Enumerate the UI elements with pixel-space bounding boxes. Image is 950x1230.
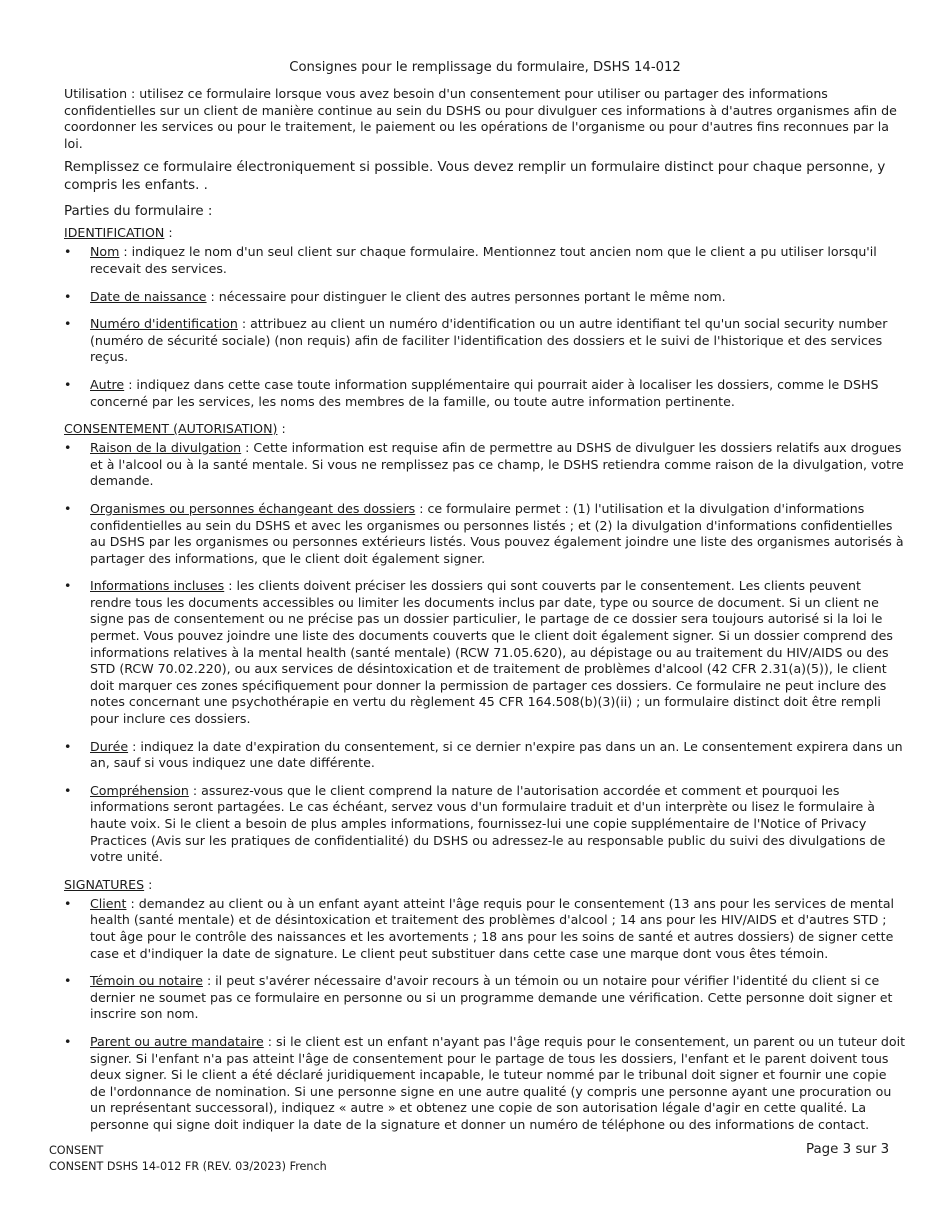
list-item	[64, 244, 906, 277]
list-item	[64, 440, 906, 490]
item-term: Informations incluses	[90, 578, 225, 594]
item-term: Raison de la divulgation	[90, 440, 242, 456]
section-heading-signatures: SIGNATURES :	[64, 876, 153, 892]
bullet-icon: •	[64, 376, 72, 392]
item-term: Parent ou autre mandataire	[90, 1033, 264, 1049]
footer-form-id: CONSENT DSHS 14-012 FR (REV. 03/2023) French	[49, 1159, 327, 1173]
signatures-list	[64, 896, 906, 1134]
item-text: : indiquez le nom d'un seul client sur chaque formulaire. Mentionnez tout ancien nom que le client a pu utiliser lorsqu'il recevait des services.	[90, 244, 877, 276]
section-heading-label: CONSENTEMENT (AUTORISATION)	[64, 421, 278, 437]
section-heading-label: IDENTIFICATION	[64, 225, 165, 241]
item-text: : indiquez la date d'expiration du consentement, si ce dernier n'expire pas dans un an. Le consentement expirera dans un an, sauf si vous indiquez une date différente.	[90, 738, 903, 771]
form-footer	[49, 1143, 327, 1174]
item-text: : indiquez dans cette case toute information supplémentaire qui pourrait aider à localiser les dossiers, comme le DSHS concerné par les services, les noms des membres de la famille, ou toute autre information pertinente.	[90, 376, 879, 409]
list-item	[64, 289, 906, 306]
bullet-icon: •	[64, 440, 72, 456]
list-item	[64, 973, 906, 1023]
footer-form-name: CONSENT	[49, 1144, 104, 1157]
item-term: Numéro d'identification	[90, 316, 238, 332]
item-text: : il peut s'avérer nécessaire d'avoir recours à un témoin ou un notaire pour vérifier l'identité du client si ce dernier ne soumet pas ce formulaire en personne ou si un programme demande une vérification. Cette personne doit signer et inscrire son nom.	[90, 973, 893, 1022]
item-term: Date de naissance	[90, 288, 207, 304]
list-item	[64, 896, 906, 962]
bullet-icon: •	[64, 500, 72, 516]
list-item	[64, 501, 906, 567]
item-text: : les clients doivent préciser les dossiers qui sont couverts par le consentement. Les clients peuvent rendre tous les documents accessibles ou limiter les documents inclus par date, type ou source de document. Si un client ne signe pas de consentement ou ne précise pas un dossier particulier, le partage de ce dossier sera toujours autorisé si la loi le permet. Vous pouvez joindre une liste des documents couverts que le client doit également signer. Si un dossier comprend des informations relatives à la mental health (santé mentale) (RCW 71.05.620), au dépistage ou au traitement du HIV/AIDS ou des STD (RCW 70.02.220), ou aux services de désintoxication et de traitement de problèmes d'alcool (42 CFR 2.31(a)(5)), le client doit marquer ces zones spécifiquement pour donner la permission de partager ces dossiers. Ce formulaire ne peut inclure des notes concernant une psychothérapie en vertu du règlement 45 CFR 164.508(b)(3)(ii) ; un formulaire distinct doit être rempli pour inclure ces dossiers.	[90, 578, 893, 727]
bullet-icon: •	[64, 738, 72, 754]
item-text: : attribuez au client un numéro d'identification ou un autre identifiant tel qu'un social security number (numéro de sécurité sociale) (non requis) afin de faciliter l'identification des dossiers et le suivi de l'historique et des services reçus.	[90, 316, 888, 365]
item-text: : si le client est un enfant n'ayant pas l'âge requis pour le consentement, un parent ou un tuteur doit signer. Si l'enfant n'a pas atteint l'âge de consentement pour le partage de tous les dossiers, l'enfant et le parent doivent tous deux signer. Si le client a été déclaré juridiquement incapable, le tuteur nommé par le tribunal doit signer et fournir une copie de l'ordonnance de nomination. Si une personne signe en une autre qualité (y compris une personne ayant une procuration ou un représentant successoral), indiquez « autre » et obtenez une copie de son autorisation légale d'agir en cette qualité. La personne qui signe doit indiquer la date de la signature et donner un numéro de téléphone ou des informations de contact.	[90, 1033, 906, 1132]
list-item	[64, 783, 906, 866]
bullet-icon: •	[64, 782, 72, 798]
bullet-icon: •	[64, 288, 72, 304]
list-item	[64, 1034, 906, 1134]
consent-list	[64, 440, 906, 866]
bullet-icon: •	[64, 895, 72, 911]
item-term: Nom	[90, 244, 120, 260]
form-parts-heading: Parties du formulaire :	[64, 204, 213, 220]
section-heading-label: SIGNATURES	[64, 876, 145, 892]
item-term: Durée	[90, 738, 129, 754]
fill-instructions-paragraph: Remplissez ce formulaire électroniquement si possible. Vous devez remplir un formulaire distinct pour chaque personne, y compris les enfants. .	[64, 160, 886, 193]
section-heading-consent: CONSENTEMENT (AUTORISATION) :	[64, 421, 286, 437]
item-term: Autre	[90, 376, 125, 392]
page-title: Consignes pour le remplissage du formulaire, DSHS 14-012	[289, 60, 681, 75]
item-text: : demandez au client ou à un enfant ayant atteint l'âge requis pour le consentement (13 ans pour les services de mental health (santé mentale) et de désintoxication et traitement des problèmes d'alcool ; 14 ans pour les HIV/AIDS et d'autres STD ; tout âge pour le contrôle des naissances et les avortements ; 18 ans pour les soins de santé et autres dossiers) de signer cette case et d'indiquer la date de signature. Le client peut substituer dans cette case une marque dont vous êtes témoin.	[90, 895, 895, 961]
item-term: Organismes ou personnes échangeant des dossiers	[90, 500, 416, 516]
item-term: Compréhension	[90, 782, 189, 798]
bullet-icon: •	[64, 973, 72, 989]
page-number: Page 3 sur 3	[806, 1142, 890, 1157]
list-item	[64, 578, 906, 727]
document-page	[64, 60, 906, 1145]
bullet-icon: •	[64, 1033, 72, 1049]
item-text: : Cette information est requise afin de permettre au DSHS de divulguer les dossiers relatifs aux drogues et à l'alcool ou à la santé mentale. Si vous ne remplissez pas ce champ, le DSHS retiendra comme raison de la divulgation, votre demande.	[90, 440, 904, 489]
usage-paragraph: Utilisation : utilisez ce formulaire lorsque vous avez besoin d'un consentement pour utiliser ou partager des informations confidentielles sur un client de manière continue au sein du DSHS ou pour divulguer ces informations à d'autres organismes afin de coordonner les services ou pour le traitement, le paiement ou les opérations de l'organisme ou pour d'autres fins reconnues par la loi.	[64, 86, 897, 151]
identification-list	[64, 244, 906, 410]
item-term: Témoin ou notaire	[90, 973, 203, 989]
list-item	[64, 377, 906, 410]
item-text: : assurez-vous que le client comprend la nature de l'autorisation accordée et comment et pourquoi les informations seront partagées. Le cas échéant, servez vous d'un formulaire traduit et d'un interprète ou lisez le formulaire à haute voix. Si le client a besoin de plus amples informations, fournissez-lui une copie supplémentaire de l'Notice of Privacy Practices (Avis sur les pratiques de confidentialité) du DSHS ou adressez-le au responsable public du suivi des divulgations de votre unité.	[90, 782, 886, 865]
item-term: Client	[90, 895, 127, 911]
bullet-icon: •	[64, 244, 72, 260]
item-text: : nécessaire pour distinguer le client des autres personnes portant le même nom.	[206, 288, 726, 304]
list-item	[64, 316, 906, 366]
bullet-icon: •	[64, 316, 72, 332]
bullet-icon: •	[64, 578, 72, 594]
item-text: : ce formulaire permet : (1) l'utilisation et la divulgation d'informations confidentielles au sein du DSHS et avec les organismes ou personnes listés ; et (2) la divulgation d'informations confidentielles au DSHS par les organismes ou personnes extérieurs listés. Vous pouvez également joindre une liste des organismes autorisés à partager des informations, que le client doit également signer.	[90, 500, 904, 566]
section-heading-identification: IDENTIFICATION :	[64, 225, 173, 241]
list-item	[64, 739, 906, 772]
